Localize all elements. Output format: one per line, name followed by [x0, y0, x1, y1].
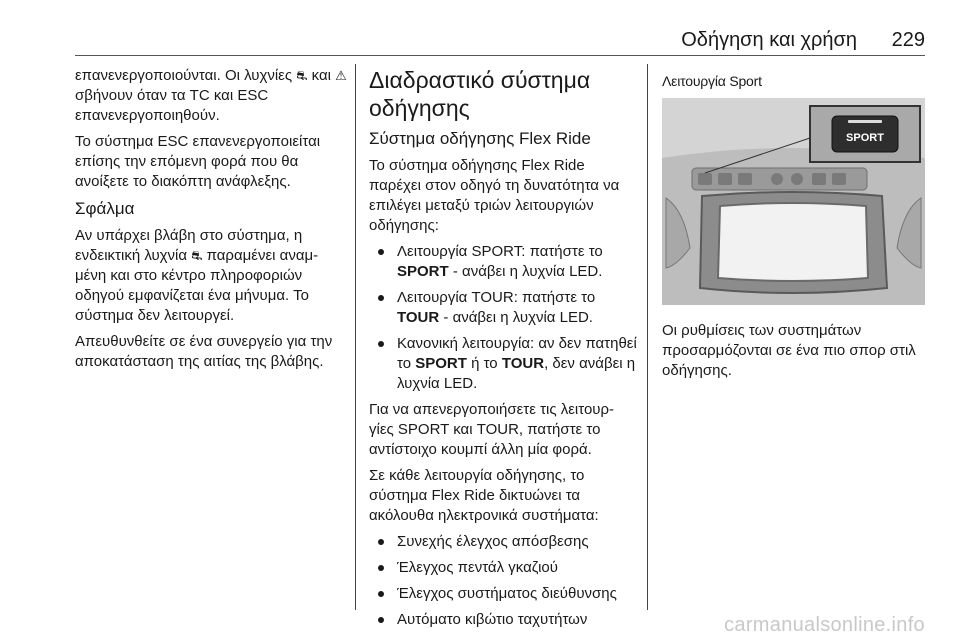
- running-title: Οδήγηση και χρήση: [681, 29, 857, 51]
- control-button: [718, 173, 732, 185]
- column-middle: [369, 66, 637, 636]
- tour-button-label: TOUR: [397, 309, 440, 326]
- text-run: και: [307, 67, 336, 84]
- paragraph-tc-esc: [75, 66, 347, 126]
- paragraph-networked-systems: Σε κάθε λειτουργία οδήγησης, το σύστημα Flex Ride δικτυώνει τα ακόλουθα ηλεκτρονικά συστήματα:: [369, 467, 599, 524]
- subsection-heading: Σύστημα οδήγησης Flex Ride: [369, 129, 591, 148]
- text-run: , δεν ανάβει η λυχνία LED.: [397, 355, 636, 392]
- text-run: Λειτουργία SPORT: πατήστε το: [397, 243, 603, 260]
- led-indicator: [848, 120, 882, 123]
- fault-warning-icon: ⛐: [191, 248, 203, 263]
- control-knob: [791, 173, 803, 185]
- small-sport-button: [698, 173, 712, 185]
- column-divider-right: [647, 64, 648, 610]
- sport-button-text: SPORT: [846, 132, 884, 144]
- text-run: Κανονική λειτουργία: αν δεν πατηθεί το: [397, 335, 637, 372]
- text-run: σβήνουν όταν τα TC και ESC επανενεργοποιηθούν.: [75, 87, 269, 124]
- list-item: [369, 288, 637, 328]
- text-run: Αν υπάρχει βλάβη στο σύστημα, η ενδεικτική λυχνία: [75, 227, 303, 264]
- list-item: [369, 242, 637, 282]
- sport-button-label: SPORT: [415, 355, 467, 372]
- heading-fault: Σφάλμα: [75, 199, 135, 218]
- text-run: - ανάβει η λυχνία LED.: [439, 309, 593, 326]
- tour-button-label: TOUR: [501, 355, 545, 372]
- mode-list: [369, 242, 637, 394]
- paragraph-fault: [75, 226, 347, 326]
- column-divider-left: [355, 64, 356, 610]
- heading-sport-mode: Λειτουργία Sport: [662, 73, 762, 89]
- control-button: [738, 173, 752, 185]
- control-button: [832, 173, 846, 185]
- page-number: 229: [891, 29, 925, 51]
- sport-button-illustration: [662, 98, 925, 305]
- paragraph-deactivate: Για να απενεργοποιήσετε τις λειτουρ-γίες SPORT και TOUR, πατήστε το αντίστοιχο κουμπί άλλη μία φορά.: [369, 401, 615, 458]
- display-screen: [718, 203, 868, 281]
- sport-button-label: SPORT: [397, 263, 449, 280]
- text-run: Λειτουργία TOUR: πατήστε το: [397, 289, 596, 306]
- list-item: Έλεγχος συστήματος διεύθυνσης: [369, 584, 637, 604]
- text-run: - ανάβει η λυχνία LED.: [448, 263, 603, 280]
- traction-off-icon: ⛐: [296, 68, 308, 83]
- paragraph-workshop: Απευθυνθείτε σε ένα συνεργείο για την αποκατάσταση της αιτίας της βλάβης.: [75, 333, 333, 370]
- list-item: Έλεγχος πεντάλ γκαζιού: [369, 558, 637, 578]
- section-heading: Διαδραστικό σύστημα οδήγησης: [369, 67, 591, 121]
- list-item: [369, 334, 637, 394]
- column-left: [75, 66, 347, 378]
- paragraph-esc-reactivation: Το σύστημα ESC επανενεργοποιείται επίσης την επόμενη φορά που θα ανοίξετε το διακόπτη ανάφλεξης.: [75, 133, 321, 190]
- esc-off-icon: ⚠: [335, 68, 347, 83]
- control-button: [812, 173, 826, 185]
- paragraph-flexride-intro: Το σύστημα οδήγησης Flex Ride παρέχει στον οδηγό τη δυνατότητα να επιλέγει μεταξύ τριών λειτουργιών οδήγησης:: [369, 157, 620, 234]
- systems-list: [369, 532, 637, 630]
- page-header: [75, 28, 925, 52]
- watermark: carmanualsonline.info: [724, 614, 925, 636]
- header-divider: [75, 55, 925, 56]
- list-item: Αυτόματο κιβώτιο ταχυτήτων: [369, 610, 637, 630]
- text-run: παραμένει αναμ-μένη και στο κέντρο πληροφοριών οδηγού εμφανίζεται ένα μήνυμα. Το σύστημα δεν λειτουργεί.: [75, 247, 319, 324]
- text-run: ή το: [466, 355, 502, 372]
- text-run: επανενεργοποιούνται. Οι λυχνίες: [75, 67, 297, 84]
- list-item: Συνεχής έλεγχος απόσβεσης: [369, 532, 637, 552]
- paragraph-sport-settings: Οι ρυθμίσεις των συστημάτων προσαρμόζονται σε ένα πιο σπορ στιλ οδήγησης.: [662, 322, 916, 379]
- control-knob: [771, 173, 783, 185]
- column-right: [662, 66, 925, 387]
